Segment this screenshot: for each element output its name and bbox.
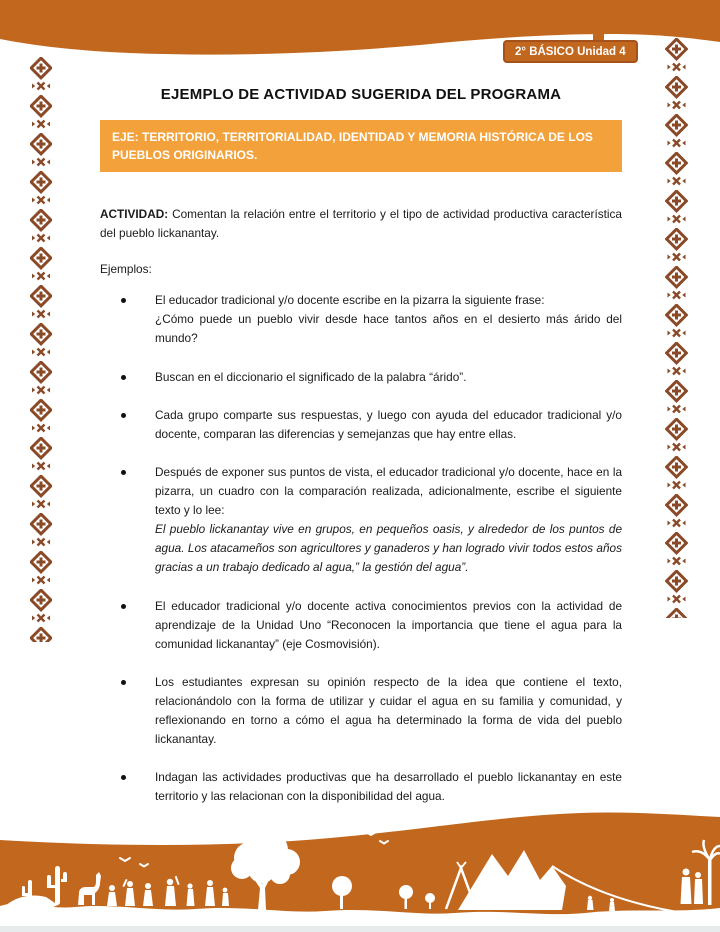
unit-badge — [503, 40, 638, 63]
example-bullet-item: Buscan en el diccionario el significado de la palabra “árido”. — [100, 368, 622, 387]
page-title: EJEMPLO DE ACTIVIDAD SUGERIDA DEL PROGRAMA — [160, 86, 562, 103]
example-bullet-item: El educador tradicional y/o docente escribe en la pizarra la siguiente frase: ¿Cómo puede un pueblo vivir desde hace tantos años en el desierto más árido del mundo? — [100, 291, 622, 348]
activity-label: ACTIVIDAD: — [100, 207, 169, 221]
example-bullet-item: Después de exponer sus puntos de vista, el educador tradicional y/o docente, hace en la pizarra, un cuadro con la comparación realizada, adicionalmente, escribe el siguiente texto y lo lee: El pueblo lickanantay vive en grupos, en pequeños oasis, y alrededor de los puntos de agua. Los atacameños son agricultores y ganaderos y han logrado vivir todos estos años gracias a un trabajo dedicado al agua,” la gestión del agua”. — [100, 463, 622, 578]
textile-border-left — [30, 57, 52, 642]
examples-label: Ejemplos: — [100, 262, 152, 277]
unit-badge-label: 2° BÁSICO Unidad 4 — [515, 45, 626, 58]
eje-banner-text: EJE: TERRITORIO, TERRITORIALIDAD, IDENTIDAD Y MEMORIA HISTÓRICA DE LOS PUEBLOS ORIGINARIOS. — [112, 130, 593, 162]
example-bullet-item: Los estudiantes expresan su opinión respecto de la idea que contiene el texto, relacionándolo con la forma de utilizar y cuidar el agua en su familia y comunidad, y reflexionando en torno a cómo el agua ha determinado la forma de vida del pueblo lickanantay. — [100, 673, 622, 749]
landscape-illustration — [0, 800, 720, 932]
activity-paragraph — [100, 205, 622, 243]
textile-border-right — [665, 38, 688, 618]
examples-list — [100, 291, 622, 806]
document-body — [100, 86, 622, 826]
example-bullet-item: El educador tradicional y/o docente activa conocimientos previos con la actividad de aprendizaje de la Unidad Uno “Reconocen la importancia que tiene el agua para la comunidad lickanantay” (eje Cosmovisión). — [100, 597, 622, 654]
example-bullet-item: Indagan las actividades productivas que ha desarrollado el pueblo lickanantay en este territorio y las relacionan con la disponibilidad del agua. — [100, 768, 622, 806]
eje-banner — [100, 120, 622, 172]
activity-text: Comentan la relación entre el territorio y el tipo de actividad productiva característica del pueblo lickanantay. — [100, 207, 622, 241]
page-bottom-edge — [0, 926, 720, 932]
example-bullet-item: Cada grupo comparte sus respuestas, y luego con ayuda del educador tradicional y/o docente, comparan las diferencias y semejanzas que hay entre ellas. — [100, 406, 622, 444]
